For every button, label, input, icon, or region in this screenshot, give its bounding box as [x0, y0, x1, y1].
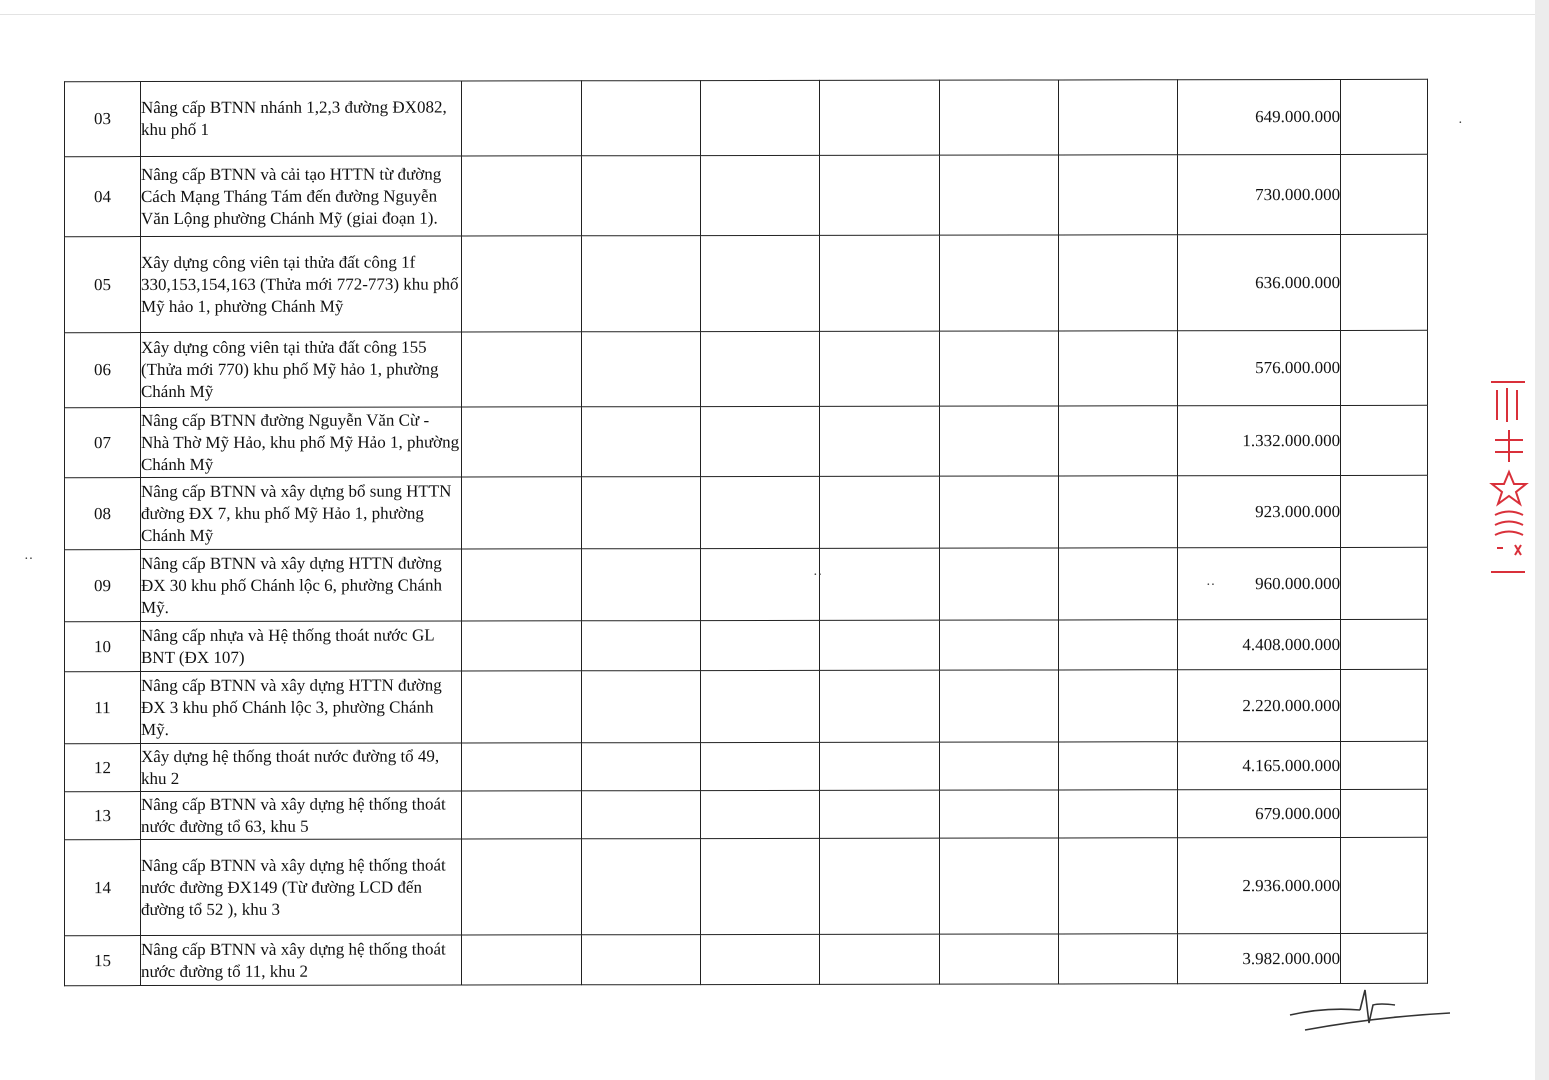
- project-amount: 3.982.000.000: [1178, 933, 1341, 983]
- project-amount: 649.000.000: [1178, 79, 1341, 154]
- red-seal-stamp: [1487, 380, 1531, 575]
- row-number: 10: [65, 622, 141, 672]
- row-number: 12: [65, 744, 141, 792]
- row-number: 05: [65, 237, 141, 333]
- scan-speck: ··: [813, 568, 823, 583]
- page-top-rule: [0, 14, 1535, 15]
- project-name: Xây dựng công viên tại thửa đất công 155 (Thửa mới 770) khu phố Mỹ hảo 1, phường Chánh Mỹ: [140, 332, 461, 408]
- row-number: 07: [65, 408, 141, 478]
- project-amount: 636.000.000: [1178, 234, 1341, 330]
- table-row: [65, 405, 1428, 477]
- table-row: [65, 619, 1428, 671]
- row-number: 13: [65, 792, 141, 840]
- project-name: Nâng cấp BTNN và xây dựng bổ sung HTTN đường ĐX 7, khu phố Mỹ Hảo 1, phường Chánh Mỹ: [140, 477, 461, 550]
- row-number: 03: [65, 82, 141, 157]
- budget-table: [64, 79, 1428, 986]
- table-row: [65, 547, 1428, 621]
- project-name: Nâng cấp BTNN và xây dựng HTTN đường ĐX 30 khu phố Chánh lộc 6, phường Chánh Mỹ.: [140, 549, 461, 622]
- table-row: [65, 837, 1428, 935]
- table-row: [65, 330, 1428, 407]
- project-amount: 679.000.000: [1178, 789, 1341, 837]
- table-row: [65, 475, 1428, 549]
- project-name: Nâng cấp BTNN và cải tạo HTTN từ đường Cách Mạng Tháng Tám đến đường Nguyễn Văn Lộng phường Chánh Mỹ (giai đoạn 1).: [140, 156, 461, 237]
- table-row: [65, 741, 1428, 791]
- table-row: [65, 234, 1428, 332]
- project-name: Nâng cấp BTNN và xây dựng HTTN đường ĐX 3 khu phố Chánh lộc 3, phường Chánh Mỹ.: [140, 671, 461, 744]
- project-amount: 576.000.000: [1178, 330, 1341, 405]
- scan-edge: [1535, 0, 1549, 1080]
- row-number: 06: [65, 333, 141, 408]
- project-name: Xây dựng công viên tại thửa đất công 1f 330,153,154,163 (Thửa mới 772-773) khu phố Mỹ hảo 1, phường Chánh Mỹ: [140, 236, 461, 333]
- project-name: Nâng cấp nhựa và Hệ thống thoát nước GL BNT (ĐX 107): [140, 621, 461, 672]
- row-number: 14: [65, 840, 141, 936]
- signature-scribble: [1285, 985, 1455, 1045]
- project-amount: 960.000.000: [1178, 547, 1341, 619]
- project-amount: 923.000.000: [1178, 475, 1341, 547]
- table-row: [65, 79, 1428, 156]
- row-number: 09: [65, 550, 141, 622]
- row-number: 15: [65, 936, 141, 986]
- row-number: 04: [65, 157, 141, 237]
- project-amount: 2.936.000.000: [1178, 837, 1341, 933]
- project-amount: 730.000.000: [1178, 154, 1341, 234]
- project-name: Nâng cấp BTNN và xây dựng hệ thống thoát nước đường tổ 11, khu 2: [140, 935, 461, 986]
- scan-speck: ·: [1458, 116, 1463, 131]
- scan-speck: ··: [1206, 578, 1216, 593]
- project-name: Nâng cấp BTNN và xây dựng hệ thống thoát nước đường tổ 63, khu 5: [140, 791, 461, 840]
- project-amount: 4.165.000.000: [1178, 741, 1341, 789]
- project-amount: 4.408.000.000: [1178, 619, 1341, 669]
- table-row: [65, 933, 1428, 985]
- project-amount: 2.220.000.000: [1178, 669, 1341, 741]
- scan-speck: ··: [24, 552, 34, 567]
- project-name: Nâng cấp BTNN và xây dựng hệ thống thoát nước đường ĐX149 (Từ đường LCD đến đường tổ 52 ), khu 3: [140, 839, 461, 936]
- table-row: [65, 154, 1428, 236]
- row-number: 11: [65, 672, 141, 744]
- table-row: [65, 669, 1428, 743]
- project-amount: 1.332.000.000: [1178, 405, 1341, 475]
- row-number: 08: [65, 478, 141, 550]
- project-name: Nâng cấp BTNN đường Nguyễn Văn Cừ - Nhà Thờ Mỹ Hảo, khu phố Mỹ Hảo 1, phường Chánh Mỹ: [140, 407, 461, 478]
- project-name: Xây dựng hệ thống thoát nước đường tổ 49, khu 2: [140, 743, 461, 792]
- project-name: Nâng cấp BTNN nhánh 1,2,3 đường ĐX082, khu phố 1: [140, 81, 461, 157]
- table-row: [65, 789, 1428, 839]
